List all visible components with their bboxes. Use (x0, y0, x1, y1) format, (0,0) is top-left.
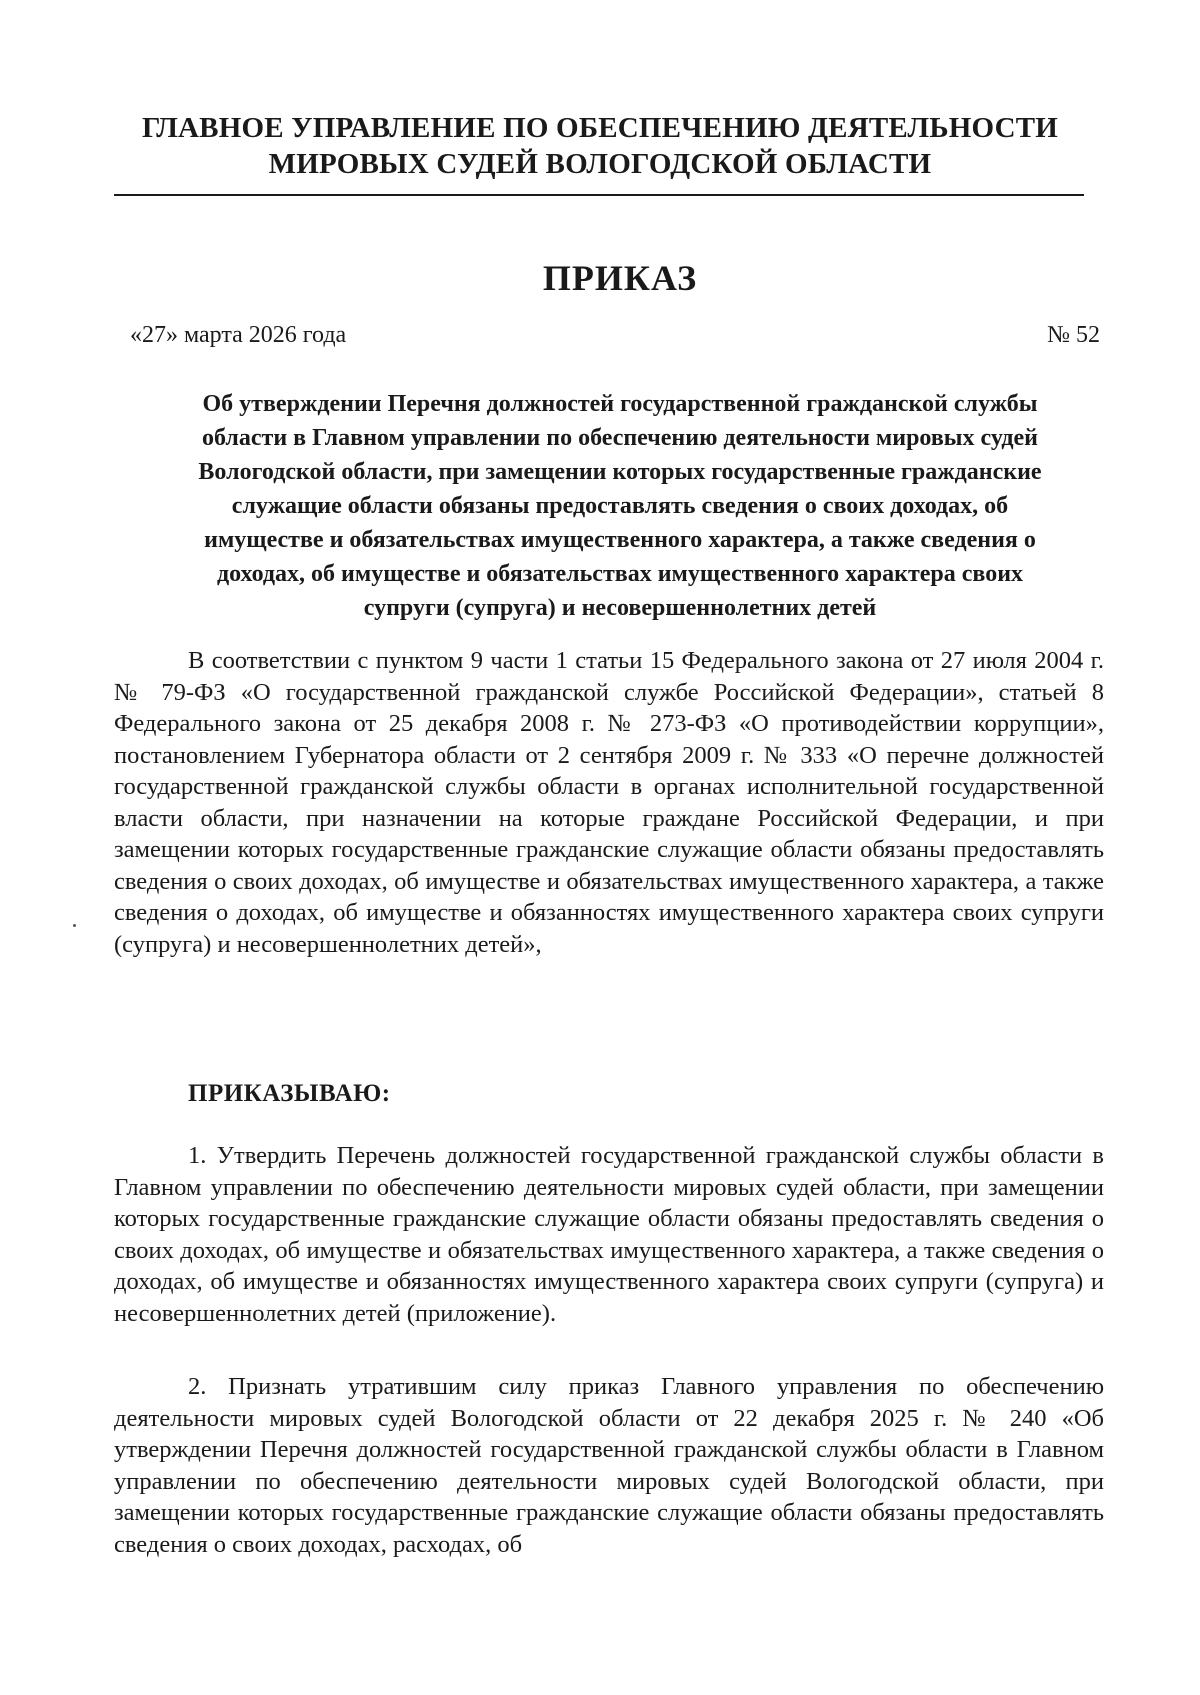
document-date: «27» марта 2026 года (130, 322, 347, 348)
document-subject (110, 387, 1130, 625)
subject-line: Вологодской области, при замещении которых государственные гражданские (198, 459, 1042, 485)
organization-header (120, 110, 1080, 182)
subject-line: супруги (супруга) и несовершеннолетних детей (363, 595, 877, 621)
subject-line: Об утверждении Перечня должностей государственной гражданской службы (202, 391, 1038, 417)
document-number: № 52 (1047, 322, 1100, 348)
scan-artifact-dot (73, 924, 76, 927)
subject-line: служащие области обязаны предоставлять сведения о своих доходах, об (231, 493, 1009, 519)
organization-name-line-2: МИРОВЫХ СУДЕЙ ВОЛОГОДСКОЙ ОБЛАСТИ (268, 148, 932, 180)
organization-name-line-1: ГЛАВНОЕ УПРАВЛЕНИЕ ПО ОБЕСПЕЧЕНИЮ ДЕЯТЕЛЬНОСТИ (141, 112, 1059, 144)
subject-line: доходах, об имуществе и обязательствах имущественного характера своих (216, 561, 1024, 587)
order-item-1: 1. Утвердить Перечень должностей государственной гражданской службы области в Главном управлении по обеспечению деятельности мировых судей области, при замещении которых государственные гражданские служащие области обязаны предоставлять сведения о своих доходах, об имуществе и обязательствах имущественного характера, а также сведения о доходах, об имуществе и обязанностях имущественного характера своих супруги (супруга) и несовершеннолетних детей (приложение). (114, 1142, 1104, 1327)
document-type-title: ПРИКАЗ (542, 258, 698, 298)
preamble-paragraph: В соответствии с пунктом 9 части 1 статьи 15 Федерального закона от 27 июля 2004 г. № 79-ФЗ «О государственной гражданской службе Российской Федерации», статьей 8 Федерального закона от 25 декабря 2008 г. № 273-ФЗ «О противодействии коррупции», постановлением Губернатора области от 2 сентября 2009 г. № 333 «О перечне должностей государственной гражданской службы области в органах исполнительной государственной власти области, при назначении на которые граждане Российской Федерации, и при замещении которых государственные гражданские служащие области обязаны предоставлять сведения о своих доходах, об имуществе и обязательствах имущественного характера, а также сведения о доходах, об имуществе и обязанностях имущественного характера своих супруги (супруга) и несовершеннолетних детей», (114, 647, 1104, 958)
subject-line: имуществе и обязательствах имущественного характера, а также сведения о (204, 527, 1036, 553)
order-directive-heading: ПРИКАЗЫВАЮ: (188, 1080, 391, 1107)
header-divider (114, 194, 1084, 196)
order-item-2: 2. Признать утратившим силу приказ Главного управления по обеспечению деятельности мировых судей Вологодской области от 22 декабря 2025 г. № 240 «Об утверждении Перечня должностей государственной гражданской службы области в Главном управлении по обеспечению деятельности мировых судей Вологодской области, при замещении которых государственные гражданские служащие области обязаны предоставлять сведения о своих доходах, расходах, об (114, 1373, 1104, 1558)
subject-line: области в Главном управлении по обеспечению деятельности мировых судей (202, 425, 1038, 451)
